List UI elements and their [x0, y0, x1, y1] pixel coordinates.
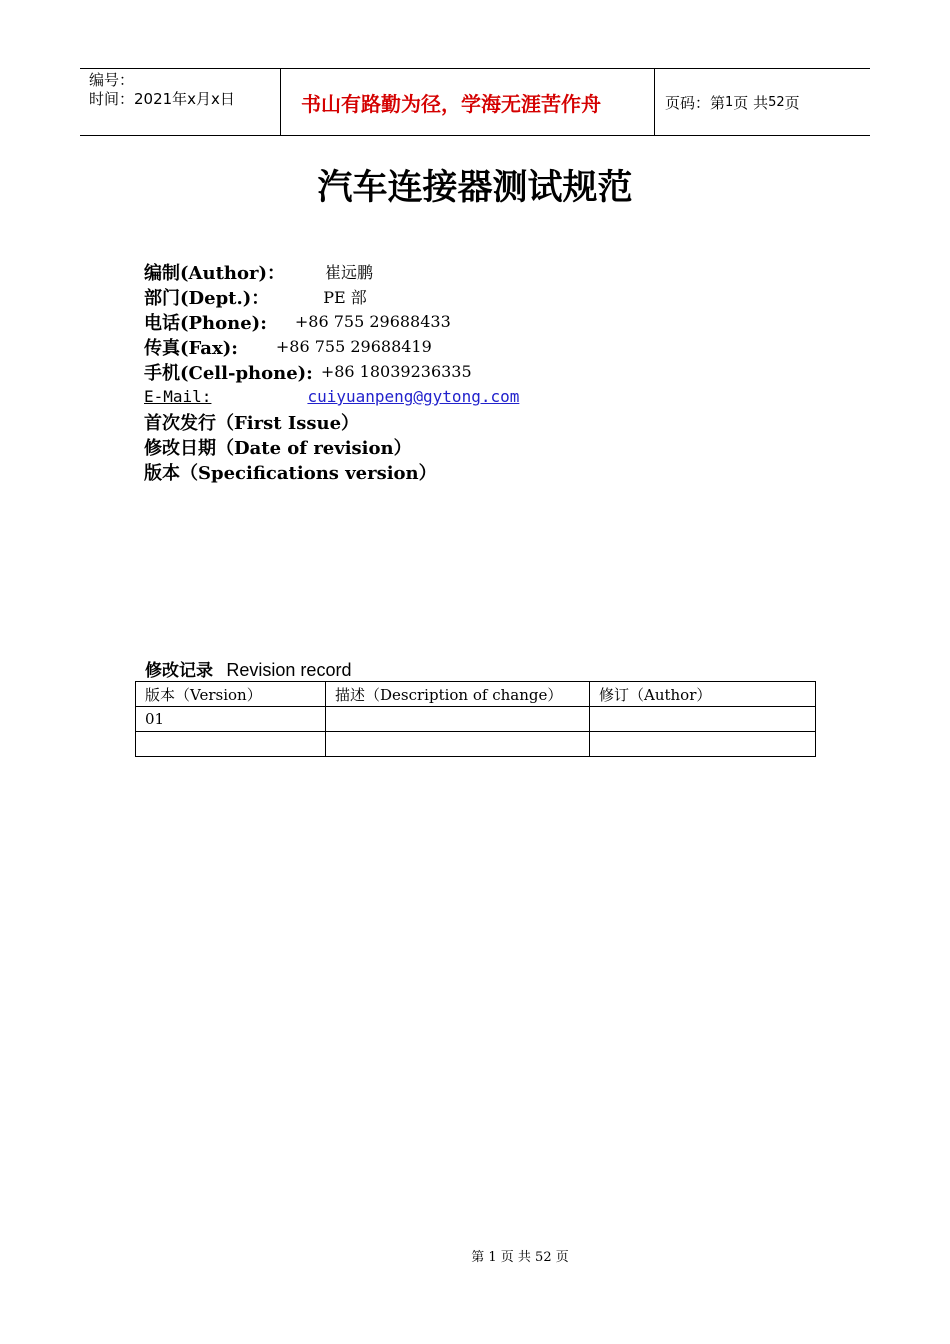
page-footer: 第 1 页 共 52 页 — [471, 1250, 569, 1265]
phone-label: 电话(Phone): — [144, 312, 267, 334]
page-number: 1 — [725, 94, 734, 110]
page-total: 52 — [768, 94, 785, 110]
author-label: 编制(Author)： — [144, 262, 285, 284]
dept-label: 部门(Dept.)： — [144, 287, 270, 309]
cell-label: 手机(Cell-phone): — [144, 362, 313, 384]
fax-value: +86 755 29688419 — [275, 337, 432, 356]
page-header — [80, 68, 870, 136]
table-cell — [590, 732, 816, 757]
author-row — [144, 259, 519, 284]
header-page-info — [655, 69, 870, 135]
col-description: 描述（Description of change） — [326, 682, 590, 707]
header-date: 时间：2021年x月x日 — [89, 90, 235, 108]
first-issue-row — [144, 409, 519, 434]
revision-table — [135, 681, 816, 757]
revision-date-row — [144, 434, 519, 459]
table-cell — [326, 707, 590, 732]
table-cell — [136, 732, 326, 757]
email-row — [144, 384, 519, 409]
page-suffix: 页 — [784, 93, 800, 112]
dept-row — [144, 284, 519, 309]
page-prefix: 页码：第 — [665, 93, 726, 112]
fax-label: 传真(Fax): — [144, 337, 238, 359]
cell-row — [144, 359, 519, 384]
revision-date-label: 修改日期（Date of revision） — [144, 437, 412, 459]
email-label: E-Mail: — [144, 387, 212, 406]
first-issue-label: 首次发行（First Issue） — [144, 412, 360, 434]
cell-value: +86 18039236335 — [320, 362, 472, 381]
col-author: 修订（Author） — [590, 682, 816, 707]
revision-title-en: Revision record — [226, 660, 352, 680]
spec-version-row — [144, 459, 519, 484]
email-link[interactable]: cuiyuanpeng@gytong.com — [307, 387, 520, 406]
author-value: 崔远鹏 — [324, 263, 373, 282]
header-number-label: 编号： — [89, 71, 135, 89]
revision-title-cn: 修改记录 — [145, 661, 213, 681]
revision-record-title — [145, 656, 351, 681]
spec-version-label: 版本（Specifications version） — [144, 462, 437, 484]
table-cell — [590, 707, 816, 732]
phone-value: +86 755 29688433 — [294, 312, 451, 331]
table-cell — [326, 732, 590, 757]
header-motto: 书山有路勤为径，学海无涯苦作舟 — [281, 69, 655, 135]
revision-table-header — [136, 682, 816, 707]
table-cell: 01 — [136, 707, 326, 732]
phone-row — [144, 309, 519, 334]
col-version: 版本（Version） — [136, 682, 326, 707]
document-title: 汽车连接器测试规范 — [317, 167, 633, 208]
header-meta — [80, 69, 281, 135]
fax-row — [144, 334, 519, 359]
author-info-block — [144, 259, 519, 484]
table-row — [136, 732, 816, 757]
dept-value: PE 部 — [323, 288, 367, 307]
table-row — [136, 707, 816, 732]
page-mid: 页 共 — [733, 93, 769, 112]
